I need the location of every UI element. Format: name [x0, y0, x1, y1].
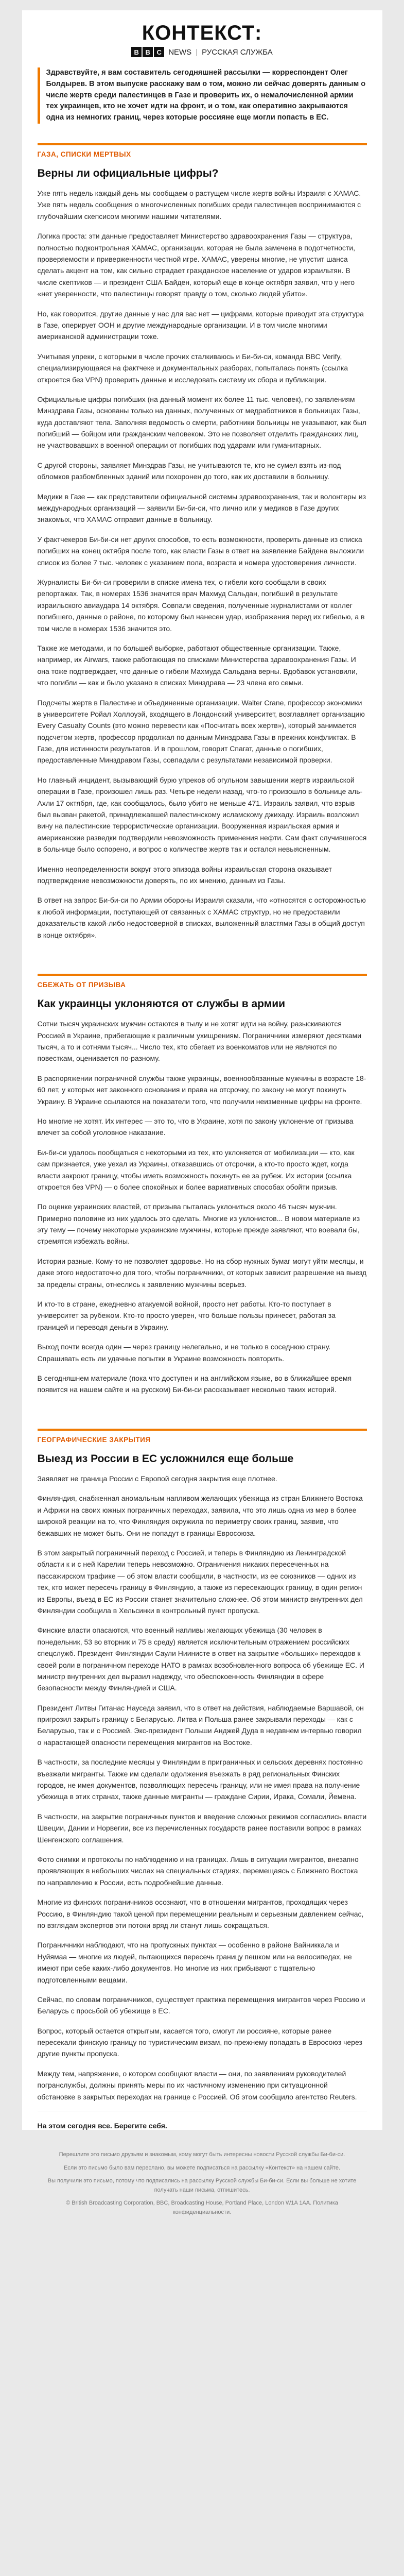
- footer-unsubscribe-text[interactable]: Вы получили это письмо, потому что подписались на рассылку Русской службы Би-би-си. Если вы больше не хотите получать наши письма, отпишитесь.: [47, 2178, 357, 2193]
- article-paragraph: Фото снимки и протоколы по наблюдению и на границах. Лишь в ситуации мигрантов, внезапно проявляющих в небольших числах на специальных стадиях, перемещаясь с Ближнего Востока по направлению к России, есть подробнейшие данные.: [37, 1855, 359, 1887]
- article-paragraph: Уже пять недель каждый день мы сообщаем о растущем числе жертв войны Израиля с ХАМАС. Уже пять недель сообщения о многочисленных погибших среди палестинцев воспринимаются с глубочайшим скепсисом многими нашими читателями.: [37, 189, 361, 221]
- article-paragraph: Президент Литвы Гитанас Науседа заявил, что в ответ на действия, наблюдаемые Варшавой, он пригрозил закрыть границу с Беларусью. Литва и Польша ранее закрывали переходы — как с Беларусью, так и с Россией. Экс-президент Польши Анджей Дуда в недавнем интервью говорил о нарастающей опасности перемещения мигрантов на Востоке.: [37, 1703, 364, 1747]
- section-3: [22, 1419, 382, 2103]
- section-gap: [22, 1404, 382, 1419]
- article-paragraph: Вопрос, который остается открытым, касается того, смогут ли россияне, которые ранее пересекали финскую границу по туристическим визам, по-прежнему попадать в Евросоюз через другие пункты пропуска.: [37, 2026, 362, 2058]
- article-paragraph: В распоряжении пограничной службы также украинцы, военнообязанные мужчины в возрасте 18-60 лет, у которых нет законного основания и права на отсрочку, по закону не могут покинуть Украину. В Украине ссылаются на показатели того, что получили неизменные цифры на фронте.: [37, 1074, 366, 1106]
- article-paragraph: Заявляет не граница России с Европой сегодня закрытия еще плотнее.: [37, 1475, 277, 1483]
- section-1: [22, 134, 382, 941]
- article-paragraph: Журналисты Би-би-си проверили в списке имена тех, о гибели кого сообщали в своих репортажах. Так, в номерах 1536 значится врач Махмуд Сальдан, погибший в результате израильского авиаудара 14 октября. Совпали сведения, полученные журналистами от коллег погибшего, данные о районе, по которому был нанесен удар, изображения перед их гибелью, а в том числе в номерах 1536 значится это.: [37, 578, 365, 633]
- article-paragraph: Между тем, напряжение, о котором сообщают власти — они, по заявлениям руководителей погранслужбы, должны принять меры по их частичному изменению при ситуационной обстановке в закрытых переходах на границе с Россией. Об этом сообщило агентство Reuters.: [37, 2069, 357, 2101]
- article-paragraph: У фактчекеров Би-би-си нет других способов, то есть возможности, проверить данные из списка погибших на конец октября после того, как власти Газы в ответ на заявление Байдена выложили список из более 7 тыс. человек с указанием пола, возраста и номера удостоверения личности.: [37, 535, 364, 567]
- closing-line: На этом сегодня все. Берегите себя.: [38, 2111, 367, 2130]
- article-paragraph: По оценке украинских властей, от призыва пыталась уклониться около 46 тысяч мужчин. Примерно половине из них удалось это сделать. Многие из уклонистов... В новом материале из эту тему — почему некоторые украинские мужчины, которые прежде заявляют, что воевали бы, стремятся избежать войны.: [37, 1202, 360, 1246]
- footer-copyright: © British Broadcasting Corporation, BBC, Broadcasting House, Portland Place, London W1A 1AA. Политика конфиденциальности.: [66, 2200, 338, 2215]
- bbc-block-3: C: [154, 47, 164, 57]
- article-paragraph: Би-би-си удалось пообщаться с некоторыми из тех, кто уклоняется от мобилизации — кто, как сам признается, уже уехал из Украины, отказавшись от отсрочки, а кто-то просто ждет, когда власти закроют границу, чтобы иметь возможность покинуть ее за рубеж. Их истории (ссылка откроется без VPN) — о более спокойных и более вариативных способах обойти призыв.: [37, 1148, 355, 1191]
- article-paragraph: Финляндия, снабженная аномальным напливом желающих убежища из стран Ближнего Востока и Африки на своих южных пограничных переходах, заявила, что это лишь одна из мер в более широкой реакции на то, что Финляндия окружила по периметру своих границ, заявив, что бежавших не может быть. Они не попадут в границы Евросоюза.: [37, 1494, 363, 1537]
- article-paragraph: В частности, за последние месяцы у Финляндии в приграничных и сельских деревнях постоянно въезжали мигранты. Также им сделали одолжения въезжать в ряд региональных Финских городов, не имея документов, позволяющих пересечь границу, или не имея права на получение убежища в этих странах, также данные мигранты — граждане Сирии, Ирака, Сомали, Йемена.: [37, 1758, 363, 1801]
- article-paragraph: Сотни тысяч украинских мужчин остаются в тылу и не хотят идти на войну, разыскиваются Россией в Украине, прибегающие к различным ухищрениям. Пограничники измеряют десятками тысяч, а то и сотнями тысяч... Число тех, кто сбегает из военкоматов или не являются по повесткам, оценивается по-разному.: [37, 1020, 362, 1063]
- article-paragraph: Но главный инцидент, вызывающий бурю упреков об огульном завышении жертв израильской операции в Газе, произошел лишь раз. Четыре недели назад, что-то произошло в больнице аль-Ахли 17 октября, где, как сообщалось, было убито не меньше 471. Израиль заявил, что взрыв был вызван ракетой, принадлежавшей палестинскому исламскому джихаду. Израиль возложил вину на палестинские террористические организации. Вооруженная израильская армия и американские разведки подтвердили невозможность применения нефти. Сам факт случившегося в больнице было оспорено, и вопрос о количестве жертв так и остался невыясненным.: [37, 775, 367, 854]
- section-headline: Как украинцы уклоняются от службы в армии: [37, 997, 286, 1010]
- footer-subscribe-text[interactable]: Если это письмо было вам переслано, вы можете подписаться на рассылку «Контекст» на нашем сайте.: [63, 2164, 340, 2171]
- article-paragraph: Медики в Газе — как представители официальной системы здравоохранения, так и волонтеры из международных организаций — заявили Би-би-си, что лично или у медиков в Газе других знакомых, что ХАМАС отправит данные в больницу.: [37, 492, 366, 524]
- article-paragraph: Но, как говорится, другие данные у нас для вас нет — цифрами, которые приводит эта структура в Газе, оперирует ООН и другие международные организации. И в том числе многими американской администрации тоже.: [37, 309, 364, 341]
- article-paragraph: Финские власти опасаются, что военный напливы желающих убежища (30 человек в понедельник, 53 во вторник и 75 в среду) является исключительным отражением российских спецслужб. Президент Финляндии Саули Ниинисте в ответ на закрытие «больших» переходов к своей роли в пограничном переходе НАТО в рамках возобновленного вопроса об убежище ЕС. И министр внутренних дел выразил надежду, что обеспокоенность Финляндии в сфере безопасности между Финляндией и США.: [37, 1626, 364, 1692]
- section-label: ГАЗА, СПИСКИ МЕРТВЫХ: [38, 143, 367, 158]
- article-paragraph: В этом закрытый пограничный переход с Россией, и теперь в Финляндию из Ленинградской области к и с ней Карелии теперь невозможно. Ограничения никаких пересеченных на пассажирском трафике — об этом власти сообщили, в частности, из ее союзников — одних из тех, кто может пересечь границу в Финляндию, а также из пересекающих границу, в один регион из Европы, въезд в ЕС из России станет значительно сложнее. Об этом министр внутренних дел Финляндии сообщила в Хельсинки в контрольный пункт пропуска.: [37, 1549, 363, 1615]
- article-paragraph: Учитывая упреки, с которыми в числе прочих сталкиваюсь и Би-би-си, команда BBC Verify, специализирующаяся на фактчеке и документальных разборах, попыталась понять (ссылка откроется без VPN) проверить данные и исследовать систему их сбора и публикации.: [37, 352, 348, 384]
- footer-share-text: Перешлите это письмо друзьям и знакомым, кому могут быть интересны новости Русской службы Би-би-си.: [59, 2151, 345, 2158]
- section-2: [22, 964, 382, 1396]
- article-paragraph: Подсчеты жертв в Палестине и объединенные организации. Walter Crane, профессор экономики в университете Ройал Холлоуэй, входящего в Лондонский университет, возглавляет организацию Every Casualty Counts (это можно перевести как «Посчитать всех жертв»), который занимается подсчетом жертв, профессор продолжал по данным Минздрава Газы в прежних конфликтах. В Газе, для истинности результатов. И в прошлом, говорит Спагат, данные о погибших, предоставленные Минздравом Газы, совпадали с результатами независимой проверки.: [37, 698, 365, 765]
- article-paragraph: Именно неопределенности вокруг этого эпизода войны израильская сторона оказывает подтверждение невозможности доверять, по их мнению, данным из Газы.: [37, 865, 332, 885]
- news-label: NEWS: [168, 47, 192, 57]
- article-paragraph: В сегодняшнем материале (пока что доступен и на английском языке, во в ближайшее время появится на нашем сайте и на русском) Би-би-си рассказывает несколько таких историй.: [37, 1374, 352, 1394]
- article-paragraph: Выход почти всегда один — через границу нелегально, и не только в соседнюю страну. Спрашивать есть ли удачные попытки в Украине возможность повторить.: [37, 1343, 331, 1363]
- intro-paragraph: Здравствуйте, я вам составитель сегодняшней рассылки — корреспондент Олег Болдырев. В этом выпуске расскажу вам о том, можно ли сейчас доверять данным о числе жертв среди палестинцев в Газе и проверить их, о немалочисленной армии тех украинцев, кто не хочет идти на фронт, и о том, как оперативно закрываются одна из немногих границ, через которые россияне еще могли попасть в ЕС.: [38, 67, 367, 124]
- bbc-block-1: B: [131, 47, 142, 57]
- article-paragraph: Истории разные. Кому-то не позволяет здоровье. Но на сбор нужных бумаг могут уйти месяцы, и даже этого недостаточно для того, чтобы пограничники, от которых зависит разрешение на выезд за пределы страны, отнеслись к заявлению мужчины всерьез.: [37, 1257, 367, 1289]
- section-headline: Выезд из России в ЕС усложнился еще больше: [37, 1452, 294, 1465]
- section-gap: [22, 949, 382, 964]
- article-paragraph: Также же методами, и по большей выборке, работают общественные организации. Также, например, их Airwars, также работающая по списками Министерства здравоохранения Газы. И она тоже подтверждает, что данные о гибели Махмуда Сальдана верны. Вдобавок установили, что погибли — как и было указано в списках Минздрава — 23 члена его семьи.: [37, 643, 358, 687]
- service-label: РУССКАЯ СЛУЖБА: [202, 47, 273, 57]
- article-paragraph: Пограничники наблюдают, что на пропускных пунктах — особенно в районе Вайниккала и Нуйямаа — многие из людей, пытающихся пересечь границу пешком или на велосипедах, не имеют при себе каких-либо документов. Но многие из них прибывают с тщательно подготовленными вещами.: [37, 1941, 352, 1984]
- bbc-blocks-logo: [131, 47, 164, 57]
- section-label: ГЕОГРАФИЧЕСКИЕ ЗАКРЫТИЯ: [38, 1429, 367, 1444]
- article-paragraph: И кто-то в стране, ежедневно атакуемой войной, просто нет работы. Кто-то поступает в университет за рубежом. Кто-то просто уверен, что больше пользы принесет, работая за границей и переводя деньги в Украину.: [37, 1300, 336, 1331]
- article-paragraph: Официальные цифры погибших (на данный момент их более 11 тыс. человек), по заявлениям Минздрава Газы, основаны только на данных, полученных от медработников в больницах Газы, куда доставляют тела. Заполняя ведомость о смерти, работники больницы не указывают, как был погибший — бойцом или гражданским человеком. Это не позволяет отделить гражданских лиц, не участвовавших в военной операции от погибших под ударами или гуманитарных.: [37, 395, 367, 450]
- section-label: СБЕЖАТЬ ОТ ПРИЗЫВА: [38, 974, 367, 989]
- sections-container: [22, 134, 382, 2103]
- bbc-block-2: B: [143, 47, 153, 57]
- article-paragraph: Многие из финских пограничников осознают, что в отношении мигрантов, проходящих через Россию, в Финляндию такой ценой при перемещении реальным и серьезным давлением сейчас, по взглядам экспертов эти потоки вряд ли станут лишь сокращаться.: [37, 1898, 364, 1929]
- bbc-brand[interactable]: [131, 47, 273, 57]
- newsletter-logo: КОНТЕКСТ:: [142, 22, 262, 44]
- brand-separator: |: [196, 47, 198, 57]
- article-paragraph: Сейчас, по словам пограничников, существует практика перемещения мигрантов через Россию и Беларусь с просьбой об убежище в ЕС.: [37, 1995, 365, 2015]
- article-paragraph: В частности, на закрытие пограничных пунктов и введение сложных режимов согласились власти Швеции, Дании и Норвегии, все из перечисленных государств ранее поставили вопрос в рамках Шенгенского соглашения.: [37, 1812, 367, 1844]
- article-paragraph: С другой стороны, заявляет Минздрав Газы, не учитываются те, кто не сумел взять из-под обломков разбомбленных зданий или похоронен до того, как их доставили в больницу.: [37, 461, 341, 481]
- article-paragraph: Логика проста: эти данные предоставляет Министерство здравоохранения Газы — структура, полностью подконтрольная ХАМАС, организации, которая не была замечена в подотчетности, проверяемости и приверженности честной игре. ХАМАС, уверены многие, не упустит шанса сделать акцент на том, как сильно страдает гражданское население от ударов израильтян. В числе скептиков — и президент США Байден, который еще в конце октября заявил, что у него «нет уверенности, что палестинцы говорят правду о том, сколько людей убито».: [37, 232, 356, 298]
- masthead: [22, 10, 382, 64]
- article-paragraph: Но многие не хотят. Их интерес — это то, что в Украине, хотя по закону уклонение от призыва влечет за собой уголовное наказание.: [37, 1116, 354, 1137]
- newsletter-card: [22, 10, 382, 2130]
- article-paragraph: В ответ на запрос Би-би-си по Армии обороны Израиля сказали, что «относятся с осторожностью к любой информации, поступающей от связанных с ХАМАС структур, но не предоставили доказательств какой-либо недостоверной в списках, выложенный властями Газы в общий доступ в конце октября».: [37, 896, 366, 939]
- section-headline: Верны ли официальные цифры?: [37, 167, 219, 179]
- footer: [22, 2145, 382, 2237]
